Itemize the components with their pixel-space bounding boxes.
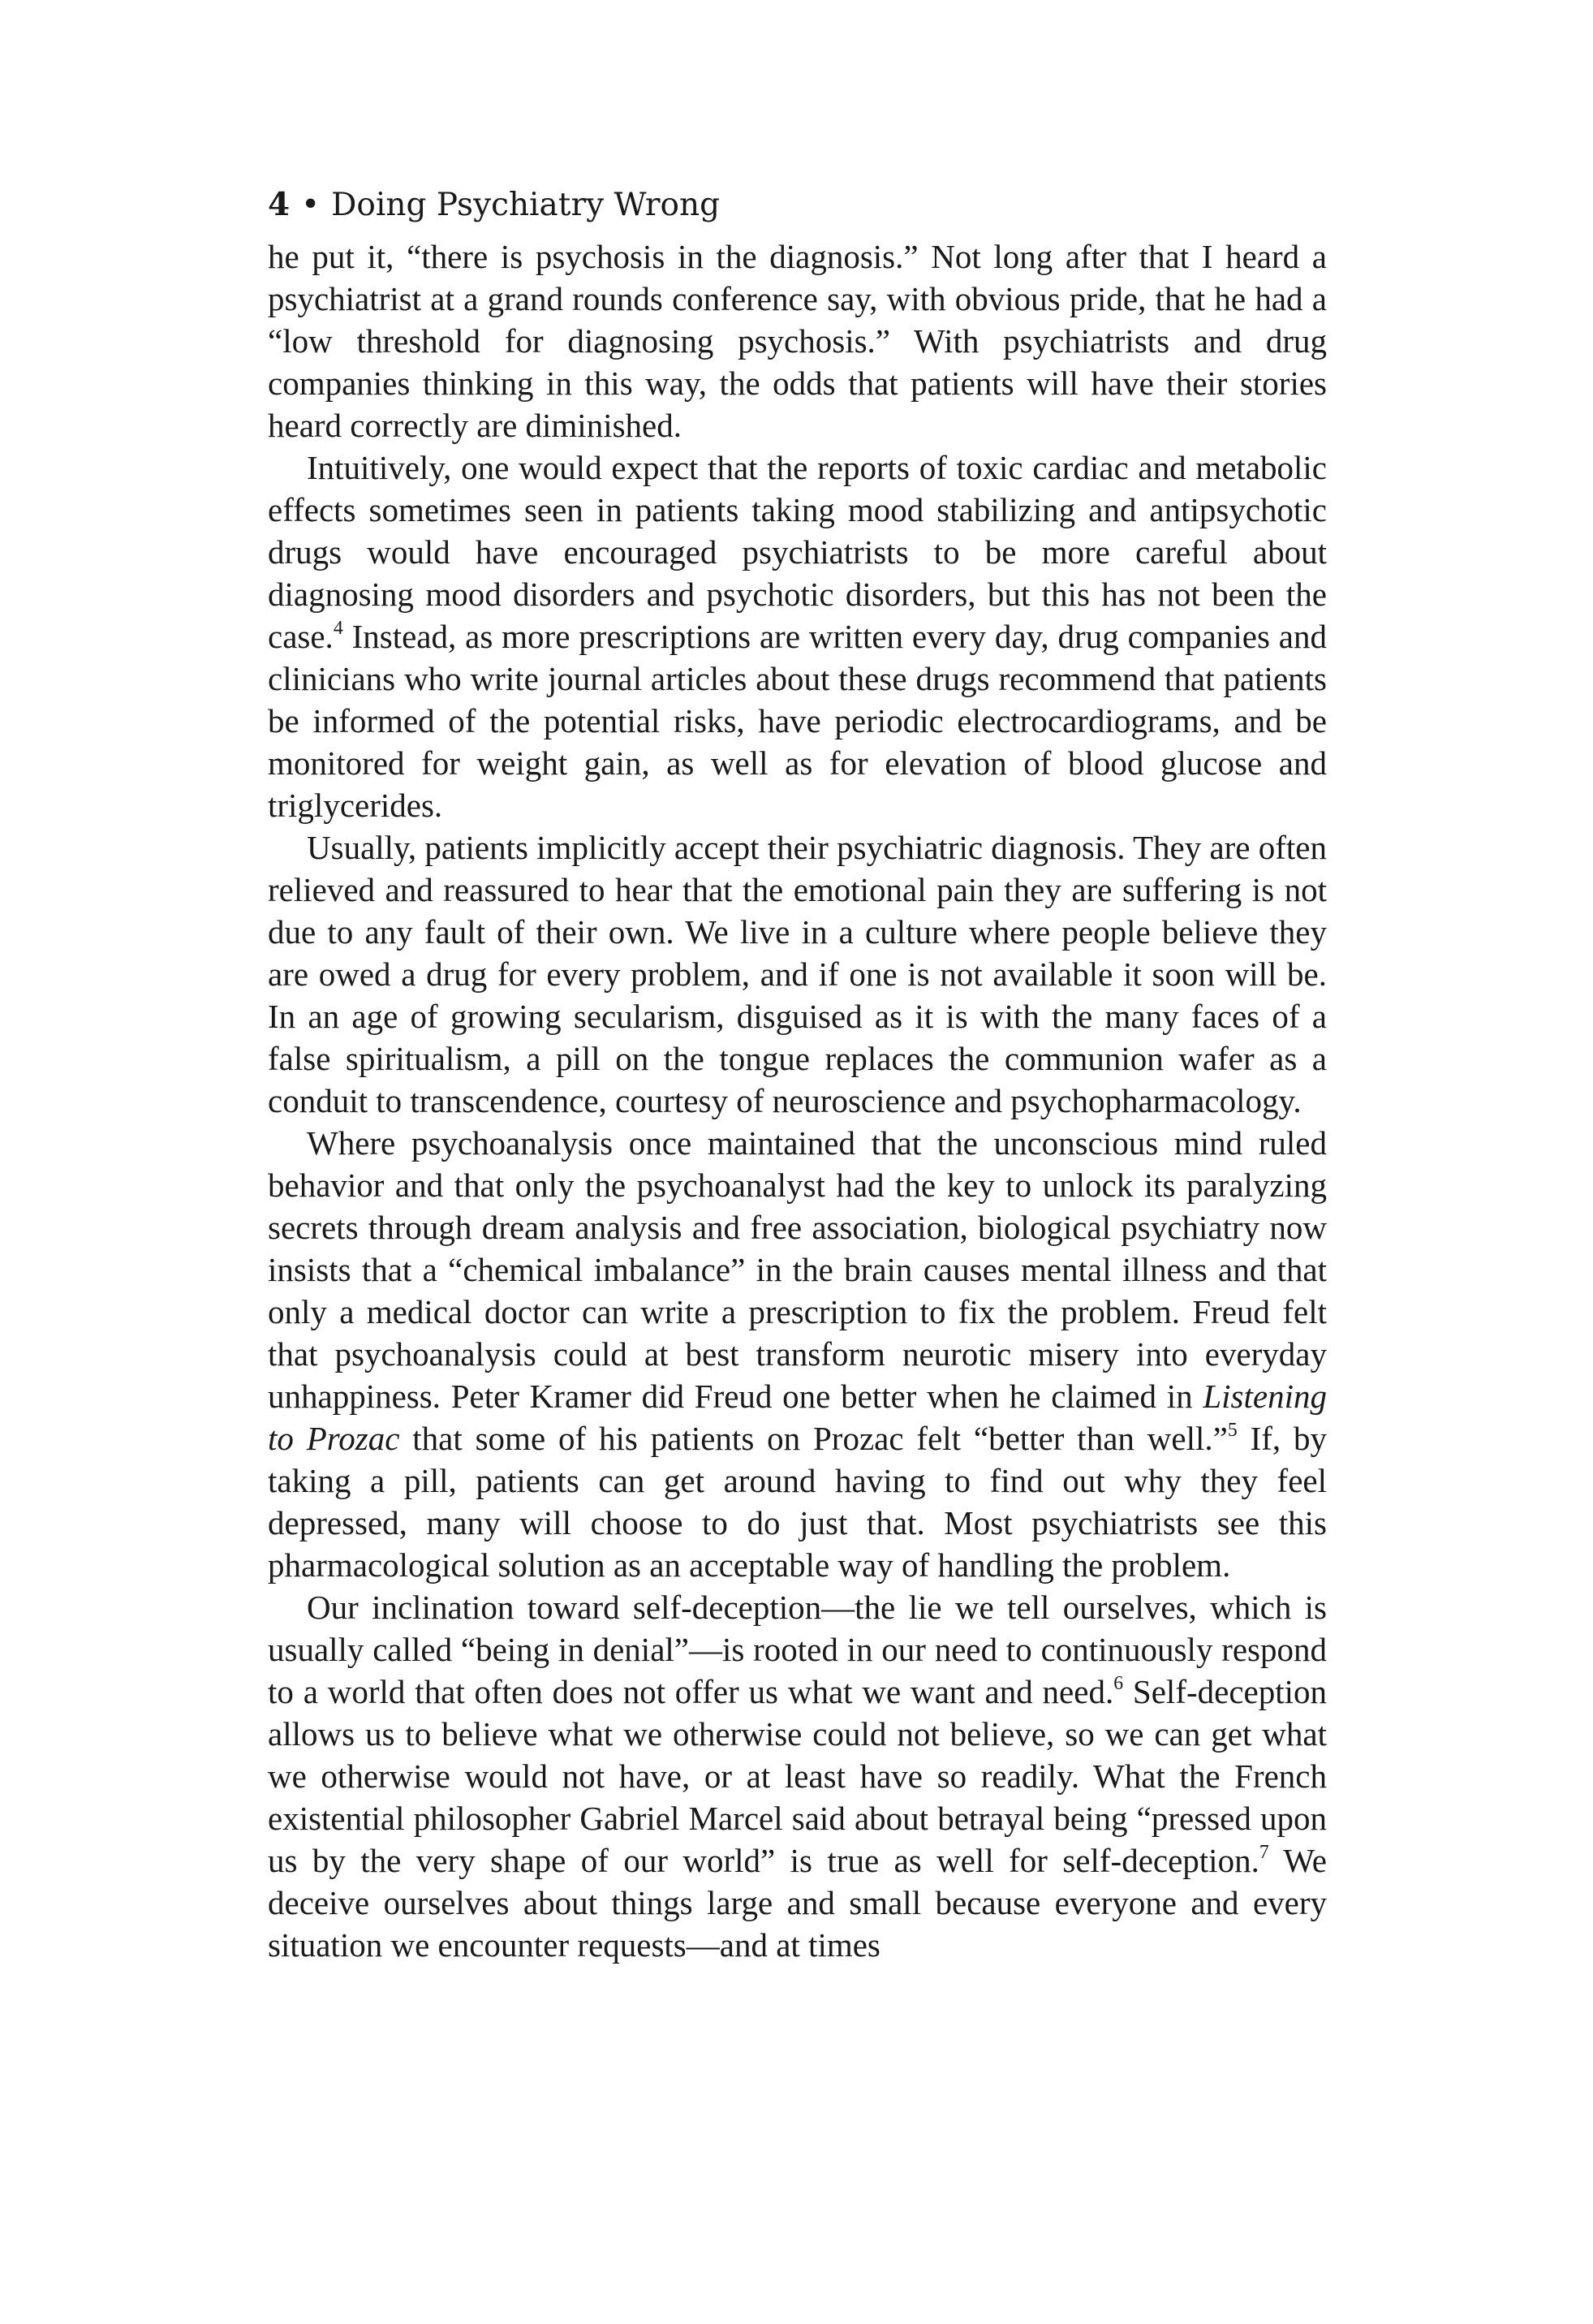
paragraph-4	[268, 1122, 1327, 1586]
footnote-ref-7: 7	[1259, 1841, 1269, 1863]
paragraph-5	[268, 1586, 1327, 1966]
running-head	[268, 185, 720, 225]
page-number: 4	[268, 186, 291, 223]
paragraph-2-text-a: Intuitively, one would expect that the reports of toxic cardiac and metabolic effects sometimes seen in patients taking mood stabilizing and antipsychotic drugs would have encouraged psychiatrists to be more careful about diagnosing mood disorders and psychotic disorders, but this has not been the case.	[268, 449, 1327, 655]
paragraph-2-text-b: Instead, as more prescriptions are written every day, drug companies and clinicians who write journal articles about these drugs recommend that patients be informed of the potential risks, have periodic electrocardiograms, and be monitored for weight gain, as well as for elevation of blood glucose and triglycerides.	[268, 618, 1327, 824]
footnote-ref-6: 6	[1113, 1672, 1124, 1694]
paragraph-5-text-c: We deceive ourselves about things large and small because everyone and every situation we encounter requests—and at times	[268, 1842, 1327, 1964]
paragraph-4-text-b: that some of his patients on Prozac felt “better than well.”	[399, 1420, 1228, 1457]
running-head-title: Doing Psychiatry Wrong	[331, 187, 721, 223]
paragraph-5-text-a: Our inclination toward self-deception—the lie we tell ourselves, which is usually called “being in denial”—is rooted in our need to continuously respond to a world that often does not offer us what we want and need.	[268, 1589, 1327, 1710]
paragraph-3	[268, 826, 1327, 1122]
paragraph-3-text: Usually, patients implicitly accept their psychiatric diagnosis. They are often relieved and reassured to hear that the emotional pain they are suffering is not due to any fault of their own. We live in a culture where people believe they are owed a drug for every problem, and if one is not available it soon will be. In an age of growing secularism, disguised as it is with the many faces of a false spiritualism, a pill on the tongue replaces the communion wafer as a conduit to transcendence, courtesy of neuroscience and psychopharmacology.	[268, 829, 1327, 1119]
paragraph-5-text-b: Self-deception allows us to believe what we otherwise could not believe, so we can get what we otherwise would not have, or at least have so readily. What the French existential philosopher Gabriel Marcel said about betrayal being “pressed upon us by the very shape of our world” is true as well for self-deception.	[268, 1673, 1327, 1879]
paragraph-1-text: he put it, “there is psychosis in the diagnosis.” Not long after that I heard a psychiatrist at a grand rounds conference say, with obvious pride, that he had a “low threshold for diagnosing psychosis.” With psychiatrists and drug companies thinking in this way, the odds that patients will have their stories heard correctly are diminished.	[268, 238, 1327, 444]
book-title: Listening to Prozac	[268, 1378, 1327, 1457]
paragraph-4-text-c: If, by taking a pill, patients can get around having to find out why they feel depressed, many will choose to do just that. Most psychiatrists see this pharmacological solution as an acceptable way of handling the problem.	[268, 1420, 1327, 1584]
paragraph-2	[268, 446, 1327, 826]
paragraph-1	[268, 235, 1327, 446]
bullet-separator: •	[301, 187, 321, 223]
footnote-ref-4: 4	[333, 617, 343, 639]
body-text	[268, 235, 1327, 1966]
paragraph-4-text-a: Where psychoanalysis once maintained that the unconscious mind ruled behavior and that only the psychoanalyst had the key to unlock its paralyzing secrets through dream analysis and free association, biological psychiatry now insists that a “chemical imbalance” in the brain causes mental illness and that only a medical doctor can write a prescription to fix the problem. Freud felt that psychoanalysis could at best transform neurotic misery into everyday unhappiness. Peter Kramer did Freud one better when he claimed in	[268, 1124, 1327, 1415]
footnote-ref-5: 5	[1227, 1419, 1238, 1441]
